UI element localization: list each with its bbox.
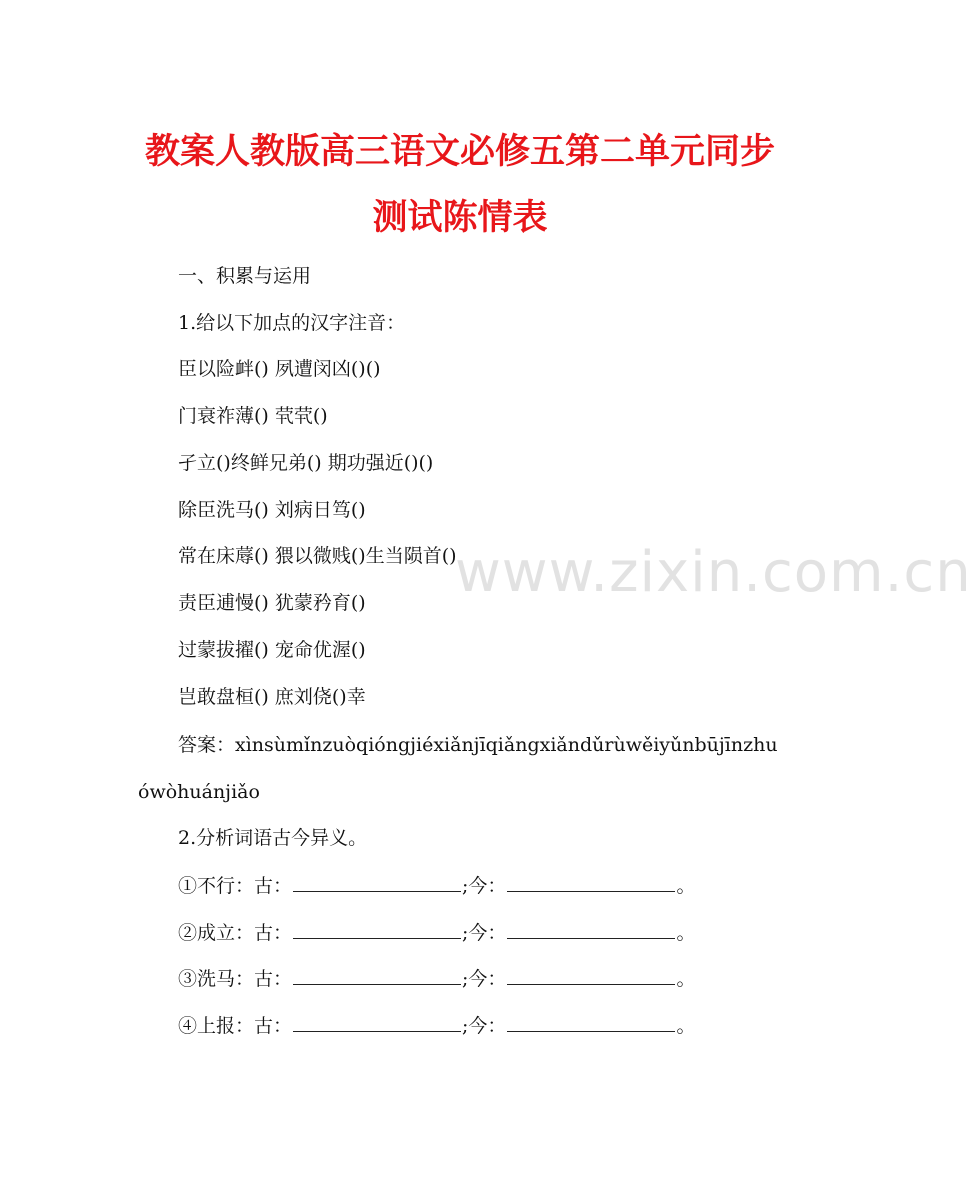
- fill-row-2: [178, 919, 695, 947]
- pinyin-line-5: 常在床蓐() 猥以微贱()生当陨首(): [178, 545, 457, 567]
- pinyin-line-4: 除臣洗马() 刘病日笃(): [178, 499, 366, 521]
- pinyin-line-8: 岂敢盘桓() 庶刘侥()幸: [178, 686, 366, 708]
- new-meaning-blank[interactable]: [507, 874, 675, 892]
- fill-row-4: [178, 1012, 695, 1040]
- new-meaning-label: ;今：: [462, 875, 507, 897]
- end-mark: 。: [676, 968, 696, 990]
- new-meaning-blank[interactable]: [507, 1014, 675, 1032]
- new-meaning-label: ;今：: [462, 922, 507, 944]
- pinyin-line-3: 孑立()终鲜兄弟() 期功强近()(): [178, 452, 434, 474]
- answer-line-1: 答案：xìnsùmǐnzuòqióngjiéxiǎnjīqiǎngxiǎndǔrùwěiyǔnbūjīnzhu: [178, 734, 778, 756]
- watermark: www.zixin.com.cn: [455, 540, 972, 605]
- fill-row-3: [178, 965, 695, 993]
- answer-line-2: ówòhuánjiǎo: [138, 781, 260, 803]
- document-title-line-2: 测试陈情表: [372, 198, 548, 238]
- end-mark: 。: [676, 1015, 696, 1037]
- old-meaning-blank[interactable]: [293, 1014, 461, 1032]
- pinyin-line-7: 过蒙拔擢() 宠命优渥(): [178, 639, 366, 661]
- old-meaning-label: 古：: [254, 968, 293, 990]
- new-meaning-blank[interactable]: [507, 967, 675, 985]
- pinyin-line-1: 臣以险衅() 夙遭闵凶()(): [178, 358, 381, 380]
- document-title-line-1: 教案人教版高三语文必修五第二单元同步: [144, 132, 775, 172]
- end-mark: 。: [676, 875, 696, 897]
- old-meaning-blank[interactable]: [293, 874, 461, 892]
- term-label: ①不行：: [178, 875, 255, 897]
- old-meaning-label: 古：: [254, 922, 293, 944]
- term-label: ④上报：: [178, 1015, 255, 1037]
- old-meaning-blank[interactable]: [293, 967, 461, 985]
- question-2-prompt: 2.分析词语古今异义。: [178, 827, 368, 849]
- old-meaning-label: 古：: [254, 875, 293, 897]
- old-meaning-blank[interactable]: [293, 921, 461, 939]
- old-meaning-label: 古：: [254, 1015, 293, 1037]
- term-label: ②成立：: [178, 922, 255, 944]
- pinyin-line-2: 门衰祚薄() 茕茕(): [178, 405, 328, 427]
- question-1-prompt: 1.给以下加点的汉字注音：: [178, 312, 406, 334]
- end-mark: 。: [676, 922, 696, 944]
- term-label: ③洗马：: [178, 968, 255, 990]
- new-meaning-label: ;今：: [462, 1015, 507, 1037]
- new-meaning-blank[interactable]: [507, 921, 675, 939]
- fill-row-1: [178, 872, 695, 900]
- pinyin-line-6: 责臣逋慢() 犹蒙矜育(): [178, 592, 366, 614]
- new-meaning-label: ;今：: [462, 968, 507, 990]
- section-heading: 一、积累与运用: [178, 265, 312, 287]
